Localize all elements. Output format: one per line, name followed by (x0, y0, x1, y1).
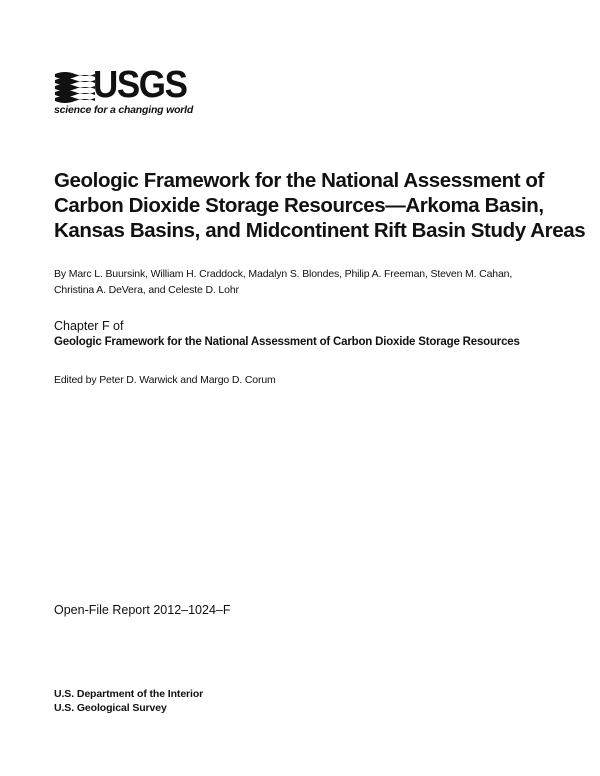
editors: Edited by Peter D. Warwick and Margo D. Corum (54, 374, 276, 386)
agency-line: U.S. Department of the Interior (54, 688, 204, 700)
title-line: Kansas Basins, and Midcontinent Rift Basin Study Areas (54, 219, 586, 242)
authors (54, 266, 574, 298)
title-line: Geologic Framework for the National Assessment of (54, 169, 544, 192)
usgs-logo (53, 64, 194, 120)
title-line: Carbon Dioxide Storage Resources—Arkoma Basin, (54, 194, 544, 217)
agency-line: U.S. Geological Survey (54, 702, 167, 714)
chapter-series-title: Geologic Framework for the National Assessment of Carbon Dioxide Storage Resources (54, 336, 520, 348)
chapter-label: Chapter F of (54, 319, 124, 333)
report-number: Open-File Report 2012–1024–F (54, 603, 231, 617)
usgs-wordmark: USGS (93, 64, 187, 106)
usgs-tagline: science for a changing world (54, 104, 194, 116)
authors-line: By Marc L. Buursink, William H. Craddock, Madalyn S. Blondes, Philip A. Freeman, Steven M. Cahan, (54, 268, 513, 280)
agency-block (54, 687, 203, 715)
authors-line: Christina A. DeVera, and Celeste D. Lohr (54, 284, 239, 296)
report-title (54, 168, 586, 243)
usgs-wave-icon (53, 70, 97, 103)
